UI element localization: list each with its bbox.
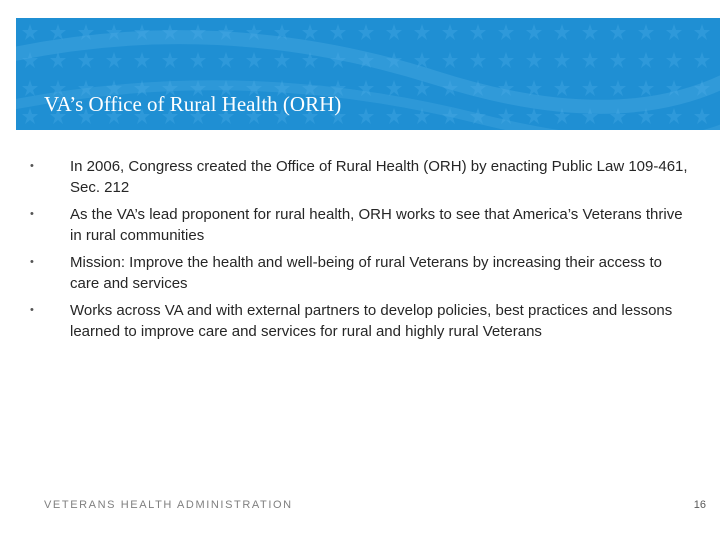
page-number: 16 — [693, 499, 706, 511]
bullet-text: Mission: Improve the health and well-being of rural Veterans by increasing their access to care and services — [70, 254, 662, 292]
bullet-item — [30, 300, 690, 342]
bullet-dot-icon: • — [30, 208, 34, 220]
bullet-dot-icon: • — [30, 256, 34, 268]
bullet-item — [30, 156, 690, 198]
bullet-dot-icon: • — [30, 160, 34, 172]
bullet-item — [30, 252, 690, 294]
footer-organization: VETERANS HEALTH ADMINISTRATION — [44, 499, 293, 511]
bullet-text: Works across VA and with external partners to develop policies, best practices and lessons learned to improve care and services for rural and highly rural Veterans — [70, 302, 673, 340]
bullet-item — [30, 204, 690, 246]
bullet-text: In 2006, Congress created the Office of Rural Health (ORH) by enacting Public Law 109-461, Sec. 212 — [70, 158, 688, 196]
bullet-text: As the VA’s lead proponent for rural health, ORH works to see that America’s Veterans thrive in rural communities — [70, 206, 683, 244]
slide-title: VA’s Office of Rural Health (ORH) — [44, 92, 342, 116]
bullet-dot-icon: • — [30, 304, 34, 316]
bullet-list — [30, 156, 690, 348]
